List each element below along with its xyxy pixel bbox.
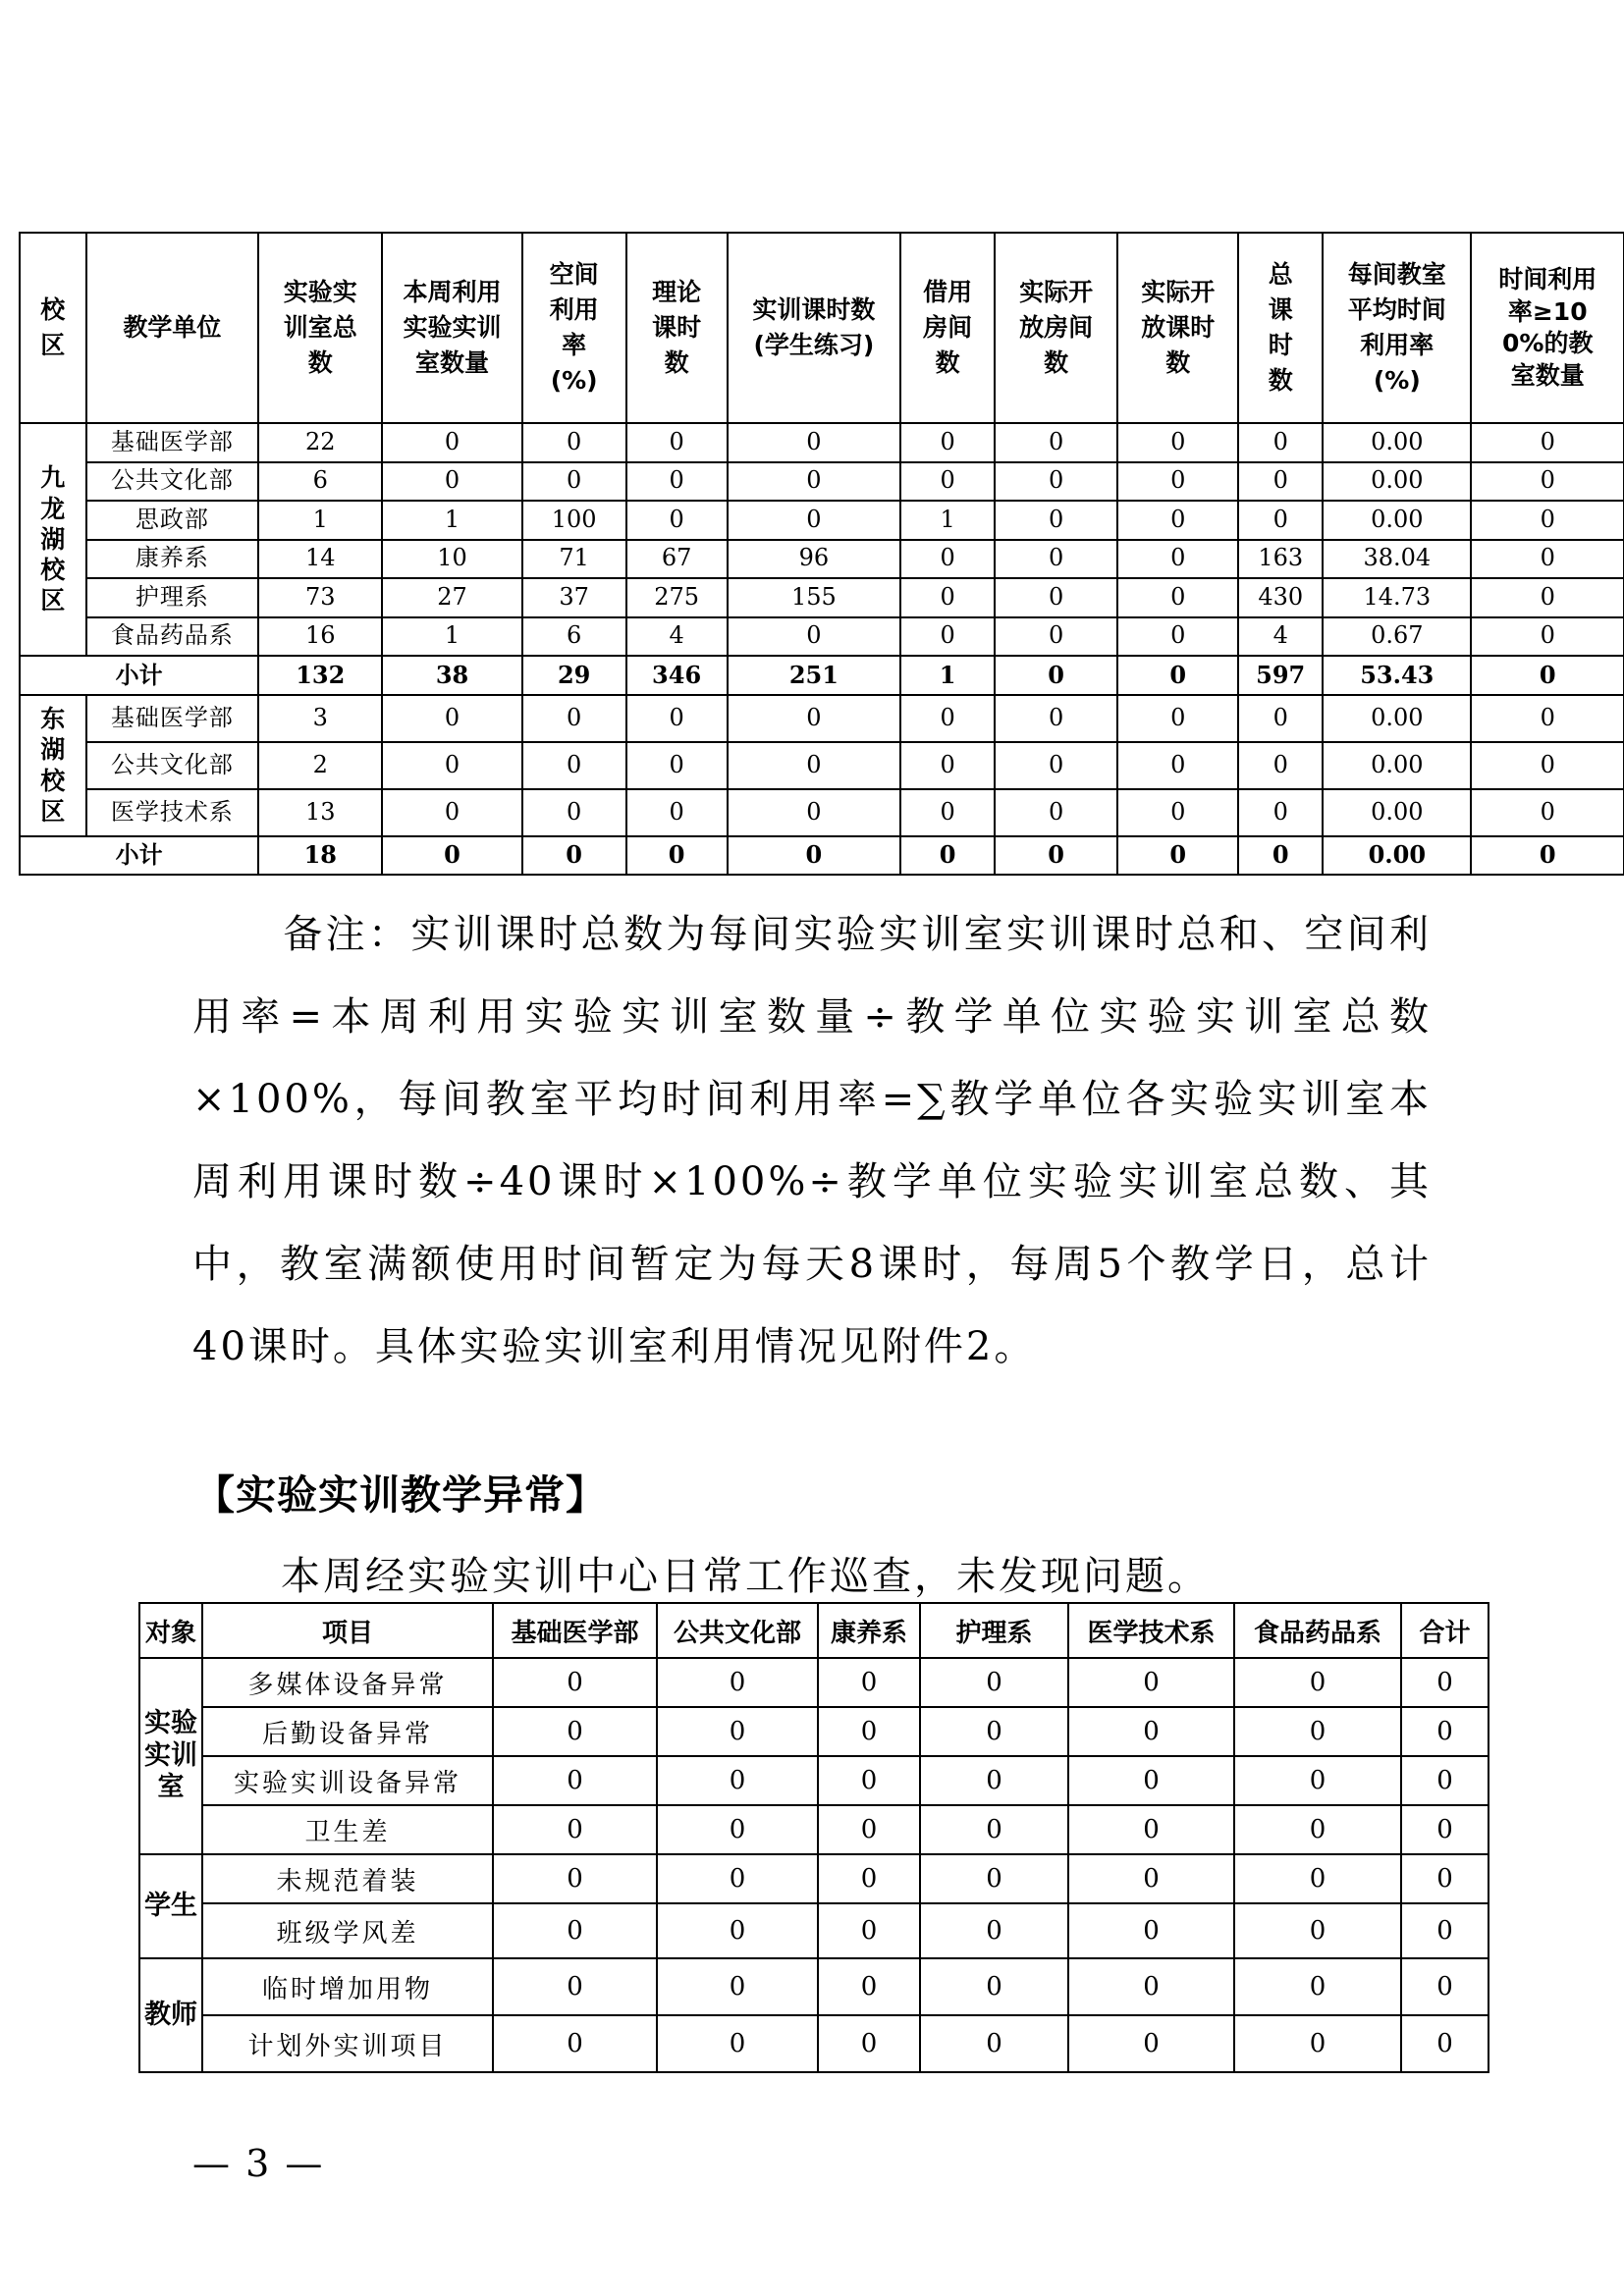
header-item: 项目: [202, 1603, 493, 1658]
cell: 0: [728, 423, 901, 462]
cell: 0: [1471, 423, 1624, 462]
cell: 0: [920, 1756, 1068, 1805]
table-row: [139, 1805, 1489, 1854]
cell: 0: [1234, 1805, 1401, 1854]
table-row: [20, 742, 1624, 789]
cell: 0: [920, 1707, 1068, 1756]
cell: 346: [626, 656, 728, 695]
cell: 0: [657, 1958, 818, 2015]
cell: 0: [522, 695, 626, 742]
cell: 0: [1471, 695, 1624, 742]
cell: 0: [1068, 1958, 1234, 2015]
subtotal-row: [20, 836, 1624, 876]
cell: 6: [522, 617, 626, 657]
unit-cell: 公共文化部: [86, 742, 259, 789]
cell: 0: [493, 1707, 657, 1756]
cell: 0: [1238, 423, 1323, 462]
cell: 163: [1238, 540, 1323, 579]
object-cell: 学生: [139, 1854, 202, 1958]
unit-cell: 康养系: [86, 540, 259, 579]
cell: 0: [900, 695, 995, 742]
cell: 0: [1471, 742, 1624, 789]
cell: 0: [522, 836, 626, 876]
cell: 155: [728, 578, 901, 617]
cell: 0: [657, 1805, 818, 1854]
header-dept: 食品药品系: [1234, 1603, 1401, 1658]
cell: 0.00: [1323, 836, 1471, 876]
header-total: 合计: [1401, 1603, 1489, 1658]
cell: 0: [900, 578, 995, 617]
header-campus: 校区: [20, 233, 86, 423]
cell: 0: [657, 1707, 818, 1756]
cell: 132: [258, 656, 382, 695]
cell: 0: [1471, 789, 1624, 836]
cell: 71: [522, 540, 626, 579]
header-dept: 公共文化部: [657, 1603, 818, 1658]
subtotal-label: 小计: [20, 836, 258, 876]
header-dept: 基础医学部: [493, 1603, 657, 1658]
unit-cell: 食品药品系: [86, 617, 259, 657]
table-row: [139, 1707, 1489, 1756]
cell: 0: [382, 695, 521, 742]
header-open-rooms: 实际开放房间数: [995, 233, 1117, 423]
cell: 0: [1117, 501, 1238, 540]
cell: 0: [382, 836, 521, 876]
cell: 0: [900, 423, 995, 462]
cell: 0: [920, 1805, 1068, 1854]
cell: 0: [522, 789, 626, 836]
cell: 0.00: [1323, 501, 1471, 540]
campus-cell: 东湖校区: [20, 695, 86, 836]
cell: 0: [1471, 540, 1624, 579]
cell: 0: [900, 462, 995, 502]
note-paragraph: [192, 893, 1432, 1388]
cell: 0: [1238, 742, 1323, 789]
cell: 0: [1234, 2015, 1401, 2072]
cell: 1: [900, 501, 995, 540]
cell: 1: [382, 501, 521, 540]
lab-utilization-table: [19, 232, 1624, 876]
cell: 0: [995, 789, 1117, 836]
unit-cell: 基础医学部: [86, 423, 259, 462]
cell: 96: [728, 540, 901, 579]
unit-cell: 医学技术系: [86, 789, 259, 836]
cell: 0: [1068, 1756, 1234, 1805]
header-over-100-count: 时间利用率≥100%的教室数量: [1471, 233, 1624, 423]
cell: 0: [1068, 1854, 1234, 1903]
cell: 0: [1117, 789, 1238, 836]
cell: 0: [1068, 1658, 1234, 1707]
unit-cell: 基础医学部: [86, 695, 259, 742]
header-dept: 医学技术系: [1068, 1603, 1234, 1658]
cell: 0: [900, 789, 995, 836]
header-labs-used: 本周利用实验实训室数量: [382, 233, 521, 423]
cell: 0: [382, 742, 521, 789]
cell: 0: [1234, 1958, 1401, 2015]
cell: 0: [920, 2015, 1068, 2072]
cell: 0: [1401, 1756, 1489, 1805]
cell: 0: [900, 836, 995, 876]
cell: 275: [626, 578, 728, 617]
table-row: [20, 501, 1624, 540]
table-row: [139, 2015, 1489, 2072]
cell: 0.00: [1323, 423, 1471, 462]
cell: 0: [995, 423, 1117, 462]
cell: 0: [1117, 578, 1238, 617]
cell: 0: [493, 1805, 657, 1854]
cell: 0: [818, 2015, 920, 2072]
cell: 0: [493, 1958, 657, 2015]
cell: 0: [1401, 1854, 1489, 1903]
cell: 0: [657, 1658, 818, 1707]
cell: 0: [493, 2015, 657, 2072]
cell: 0: [728, 462, 901, 502]
cell: 38: [382, 656, 521, 695]
cell: 0: [1471, 578, 1624, 617]
cell: 0: [1117, 462, 1238, 502]
cell: 0: [1238, 836, 1323, 876]
subtotal-row: [20, 656, 1624, 695]
header-object: 对象: [139, 1603, 202, 1658]
cell: 0: [995, 742, 1117, 789]
cell: 0: [1401, 1658, 1489, 1707]
campus-cell: 九龙湖校区: [20, 423, 86, 656]
cell: 14: [258, 540, 382, 579]
cell: 0: [728, 742, 901, 789]
table-row: [20, 462, 1624, 502]
table-header-row: [20, 233, 1624, 423]
subtotal-label: 小计: [20, 656, 258, 695]
table-row: [20, 540, 1624, 579]
table-row: [20, 617, 1624, 657]
header-practice-hours: 实训课时数(学生练习): [728, 233, 901, 423]
table-row: [139, 1958, 1489, 2015]
cell: 0: [1234, 1903, 1401, 1958]
cell: 16: [258, 617, 382, 657]
header-total-hours: 总课时数: [1238, 233, 1323, 423]
unit-cell: 护理系: [86, 578, 259, 617]
cell: 0: [626, 742, 728, 789]
cell: 0: [493, 1903, 657, 1958]
cell: 38.04: [1323, 540, 1471, 579]
table-header-row: [139, 1603, 1489, 1658]
cell: 73: [258, 578, 382, 617]
cell: 0: [1068, 2015, 1234, 2072]
cell: 0: [995, 578, 1117, 617]
cell: 0: [995, 501, 1117, 540]
cell: 0: [995, 695, 1117, 742]
cell: 1: [258, 501, 382, 540]
cell: 0: [1401, 2015, 1489, 2072]
cell: 100: [522, 501, 626, 540]
cell: 0: [995, 462, 1117, 502]
cell: 0: [1117, 695, 1238, 742]
cell: 0: [920, 1903, 1068, 1958]
cell: 0: [1401, 1805, 1489, 1854]
cell: 0: [818, 1854, 920, 1903]
table-row: [139, 1756, 1489, 1805]
table-row: [139, 1658, 1489, 1707]
cell: 53.43: [1323, 656, 1471, 695]
cell: 0: [1238, 462, 1323, 502]
item-cell: 班级学风差: [202, 1903, 493, 1958]
cell: 0: [728, 617, 901, 657]
cell: 0: [920, 1658, 1068, 1707]
cell: 0: [818, 1903, 920, 1958]
cell: 0: [995, 540, 1117, 579]
cell: 0: [657, 1854, 818, 1903]
cell: 0: [1401, 1958, 1489, 2015]
cell: 0: [626, 501, 728, 540]
cell: 0.67: [1323, 617, 1471, 657]
cell: 0: [728, 501, 901, 540]
note-text: 备注：实训课时总数为每间实验实训室实训课时总和、空间利用率=本周利用实验实训室数量÷教学单位实验实训室总数×100%，每间教室平均时间利用率=∑教学单位各实验实训室本周利用课时数÷40课时×100%÷教学单位实验实训室总数、其中，教室满额使用时间暂定为每天8课时，每周5个教学日，总计40课时。具体实验实训室利用情况见附件2。: [192, 912, 1432, 1369]
cell: 0: [626, 836, 728, 876]
section-description: 本周经实验实训中心日常工作巡查，未发现问题。: [281, 1554, 1210, 1599]
cell: 10: [382, 540, 521, 579]
cell: 0: [626, 695, 728, 742]
cell: 0: [920, 1854, 1068, 1903]
cell: 1: [900, 656, 995, 695]
cell: 1: [382, 617, 521, 657]
cell: 0: [1117, 540, 1238, 579]
header-theory-hours: 理论课时数: [626, 233, 728, 423]
cell: 0: [657, 2015, 818, 2072]
cell: 0.00: [1323, 742, 1471, 789]
unit-cell: 思政部: [86, 501, 259, 540]
cell: 3: [258, 695, 382, 742]
cell: 2: [258, 742, 382, 789]
cell: 0: [1068, 1903, 1234, 1958]
cell: 0: [1117, 423, 1238, 462]
header-dept: 康养系: [818, 1603, 920, 1658]
cell: 0: [920, 1958, 1068, 2015]
cell: 0: [522, 742, 626, 789]
cell: 13: [258, 789, 382, 836]
table-row: [139, 1903, 1489, 1958]
cell: 37: [522, 578, 626, 617]
cell: 0: [1117, 836, 1238, 876]
item-cell: 多媒体设备异常: [202, 1658, 493, 1707]
table-row: [20, 578, 1624, 617]
cell: 0: [1117, 742, 1238, 789]
cell: 0: [1234, 1707, 1401, 1756]
cell: 0: [1117, 617, 1238, 657]
object-cell: 实验实训室: [139, 1658, 202, 1854]
teaching-anomaly-table: [138, 1602, 1489, 2073]
cell: 0.00: [1323, 462, 1471, 502]
cell: 0: [626, 423, 728, 462]
cell: 0.00: [1323, 695, 1471, 742]
header-space-rate: 空间利用率(%): [522, 233, 626, 423]
cell: 0: [818, 1958, 920, 2015]
cell: 0: [1234, 1658, 1401, 1707]
cell: 0: [818, 1707, 920, 1756]
cell: 18: [258, 836, 382, 876]
cell: 0: [657, 1903, 818, 1958]
cell: 0: [1471, 462, 1624, 502]
cell: 0: [995, 656, 1117, 695]
cell: 0: [1234, 1756, 1401, 1805]
cell: 67: [626, 540, 728, 579]
cell: 0: [818, 1756, 920, 1805]
cell: 0: [900, 540, 995, 579]
header-open-hours: 实际开放课时数: [1117, 233, 1238, 423]
header-borrowed-rooms: 借用房间数: [900, 233, 995, 423]
cell: 0: [493, 1854, 657, 1903]
header-avg-time-rate: 每间教室平均时间利用率(%): [1323, 233, 1471, 423]
cell: 0: [728, 789, 901, 836]
cell: 0: [900, 617, 995, 657]
table-row: [20, 695, 1624, 742]
cell: 0: [522, 423, 626, 462]
cell: 0: [522, 462, 626, 502]
cell: 0: [900, 742, 995, 789]
cell: 0: [1238, 789, 1323, 836]
cell: 0: [1117, 656, 1238, 695]
cell: 0: [728, 836, 901, 876]
item-cell: 未规范着装: [202, 1854, 493, 1903]
cell: 0: [493, 1658, 657, 1707]
cell: 430: [1238, 578, 1323, 617]
table-row: [139, 1854, 1489, 1903]
cell: 251: [728, 656, 901, 695]
cell: 0: [1471, 617, 1624, 657]
cell: 597: [1238, 656, 1323, 695]
table-row: [20, 789, 1624, 836]
cell: 0: [1234, 1854, 1401, 1903]
table-row: [20, 423, 1624, 462]
cell: 0: [382, 462, 521, 502]
cell: 0: [1238, 695, 1323, 742]
cell: 0: [995, 836, 1117, 876]
page-number: — 3 —: [192, 2142, 325, 2185]
cell: 0: [1471, 501, 1624, 540]
cell: 29: [522, 656, 626, 695]
unit-cell: 公共文化部: [86, 462, 259, 502]
cell: 0: [382, 789, 521, 836]
cell: 0: [1401, 1707, 1489, 1756]
cell: 0: [728, 695, 901, 742]
cell: 14.73: [1323, 578, 1471, 617]
cell: 0: [1068, 1805, 1234, 1854]
cell: 0: [818, 1658, 920, 1707]
item-cell: 实验实训设备异常: [202, 1756, 493, 1805]
cell: 0: [657, 1756, 818, 1805]
cell: 0: [1238, 501, 1323, 540]
object-cell: 教师: [139, 1958, 202, 2072]
header-dept: 护理系: [920, 1603, 1068, 1658]
cell: 22: [258, 423, 382, 462]
header-unit: 教学单位: [86, 233, 259, 423]
cell: 0: [626, 462, 728, 502]
cell: 0: [626, 789, 728, 836]
cell: 0: [1471, 656, 1624, 695]
cell: 4: [626, 617, 728, 657]
cell: 0: [995, 617, 1117, 657]
cell: 4: [1238, 617, 1323, 657]
cell: 0: [382, 423, 521, 462]
cell: 0.00: [1323, 789, 1471, 836]
cell: 6: [258, 462, 382, 502]
cell: 27: [382, 578, 521, 617]
item-cell: 后勤设备异常: [202, 1707, 493, 1756]
header-total-labs: 实验实训室总数: [258, 233, 382, 423]
item-cell: 临时增加用物: [202, 1958, 493, 2015]
cell: 0: [1401, 1903, 1489, 1958]
cell: 0: [818, 1805, 920, 1854]
item-cell: 计划外实训项目: [202, 2015, 493, 2072]
cell: 0: [1068, 1707, 1234, 1756]
cell: 0: [1471, 836, 1624, 876]
section-title: 【实验实训教学异常】: [194, 1471, 607, 1519]
cell: 0: [493, 1756, 657, 1805]
item-cell: 卫生差: [202, 1805, 493, 1854]
